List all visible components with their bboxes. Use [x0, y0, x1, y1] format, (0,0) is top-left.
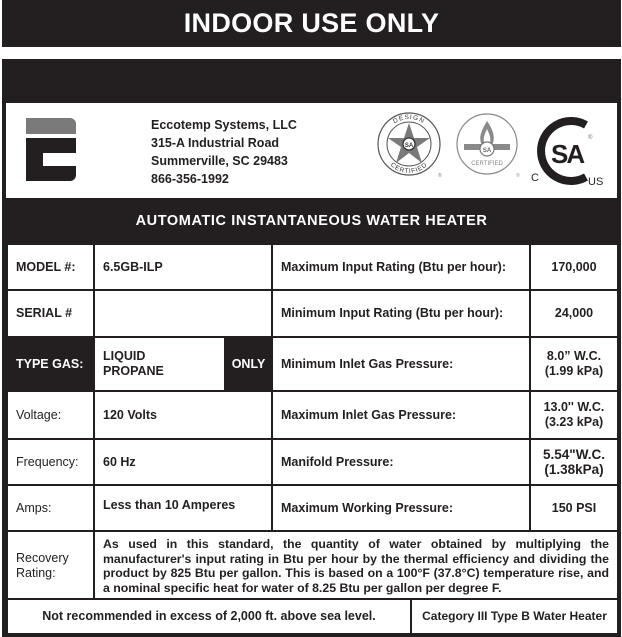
table-row: [7, 599, 618, 634]
csa-cus-mark-icon: [528, 115, 614, 193]
only-badge: ONLY: [225, 337, 272, 391]
min-inlet-pressure-value: [530, 337, 618, 391]
type-gas-value: [94, 337, 225, 391]
min-inlet-pressure-kpa: (1.99 kPa): [544, 364, 604, 378]
max-inlet-pressure-kpa: (3.23 kPa): [544, 415, 604, 429]
min-input-value: 24,000: [530, 290, 618, 337]
design-certified-badge-icon: [376, 111, 444, 179]
amps-label: Amps:: [7, 485, 94, 531]
recovery-rating-text: As used in this standard, the quantity of water obtained by multiplying the manufacturer's input rating in Btu per hour by the thermal efficiency and dividing the product by 825 Btu per gallon. This is based on a 100°F (37.8°C) temperature rise, and a nominal specific heat for water of 8.25 Btu per gallon per degree F.: [94, 531, 618, 601]
svg-text:CERTIFIED: CERTIFIED: [471, 161, 503, 167]
company-name: Eccotemp Systems, LLC: [151, 118, 297, 132]
svg-text:C: C: [531, 172, 539, 184]
svg-text:®: ®: [588, 135, 593, 141]
max-inlet-pressure-label: Maximum Inlet Gas Pressure:: [272, 391, 530, 439]
max-working-pressure-label: Maximum Working Pressure:: [272, 485, 530, 531]
rating-plate: [2, 59, 621, 637]
voltage-value: 120 Volts: [94, 391, 272, 439]
manufacturer-address: [151, 116, 297, 188]
category-label: Category III Type B Water Heater: [411, 599, 618, 634]
csa-flame-certified-badge-icon: [456, 111, 522, 179]
company-city: Summerville, SC 29483: [151, 154, 288, 168]
company-street: 315-A Industrial Road: [151, 136, 280, 150]
model-label: MODEL #:: [7, 244, 94, 290]
max-input-value: 170,000: [530, 244, 618, 290]
table-row: [7, 485, 618, 531]
max-inlet-pressure-wc: 13.0'' W.C.: [543, 400, 605, 414]
svg-text:CERTIFIED: CERTIFIED: [388, 161, 430, 176]
model-value: 6.5GB-ILP: [94, 244, 272, 290]
frequency-value: 60 Hz: [94, 439, 272, 485]
min-input-label: Minimum Input Rating (Btu per hour):: [272, 290, 530, 337]
type-gas-label: TYPE GAS:: [7, 337, 94, 391]
table-row: [7, 244, 618, 290]
svg-text:DESIGN: DESIGN: [391, 113, 427, 126]
company-phone: 866-356-1992: [151, 172, 229, 186]
manufacturer-header: [6, 103, 617, 198]
table-row: [7, 290, 618, 337]
indoor-use-banner: [2, 0, 621, 47]
banner-text: INDOOR USE ONLY: [183, 8, 440, 38]
serial-label: SERIAL #: [7, 290, 94, 337]
recovery-label-line2: Rating:: [16, 566, 56, 580]
manifold-pressure-kpa: (1.38kPa): [544, 462, 604, 477]
svg-text:®: ®: [438, 173, 442, 179]
max-input-label: Maximum Input Rating (Btu per hour):: [272, 244, 530, 290]
recovery-rating-label: [7, 531, 94, 601]
svg-text:SA: SA: [404, 143, 414, 149]
frequency-label: Frequency:: [7, 439, 94, 485]
type-gas-value-line2: PROPANE: [103, 364, 164, 378]
table-row: [7, 439, 618, 485]
svg-text:®: ®: [516, 173, 520, 179]
table-row: [7, 531, 618, 601]
svg-text:SA: SA: [482, 148, 492, 154]
serial-value: [94, 290, 272, 337]
min-inlet-pressure-label: Minimum Inlet Gas Pressure:: [272, 337, 530, 391]
min-inlet-pressure-wc: 8.0” W.C.: [546, 349, 602, 363]
recovery-label-line1: Recovery: [16, 551, 69, 565]
max-inlet-pressure-value: [530, 391, 618, 439]
manifold-pressure-value: [530, 439, 618, 485]
product-title: AUTOMATIC INSTANTANEOUS WATER HEATER: [135, 212, 488, 229]
manifold-pressure-label: Manifold Pressure:: [272, 439, 530, 485]
svg-text:US: US: [588, 176, 604, 188]
voltage-label: Voltage:: [7, 391, 94, 439]
max-working-pressure-value: 150 PSI: [530, 485, 618, 531]
amps-value: Less than 10 Amperes: [94, 485, 272, 531]
footer-table: [6, 598, 619, 635]
svg-text:SA: SA: [551, 139, 584, 169]
type-gas-value-line1: LIQUID: [103, 349, 146, 363]
table-row: [7, 337, 618, 391]
altitude-note: Not recommended in excess of 2,000 ft. above sea level.: [7, 599, 411, 634]
table-row: [7, 391, 618, 439]
manifold-pressure-wc: 5.54"W.C.: [543, 447, 605, 462]
product-title-band: [2, 198, 621, 243]
specifications-table: [6, 243, 619, 602]
